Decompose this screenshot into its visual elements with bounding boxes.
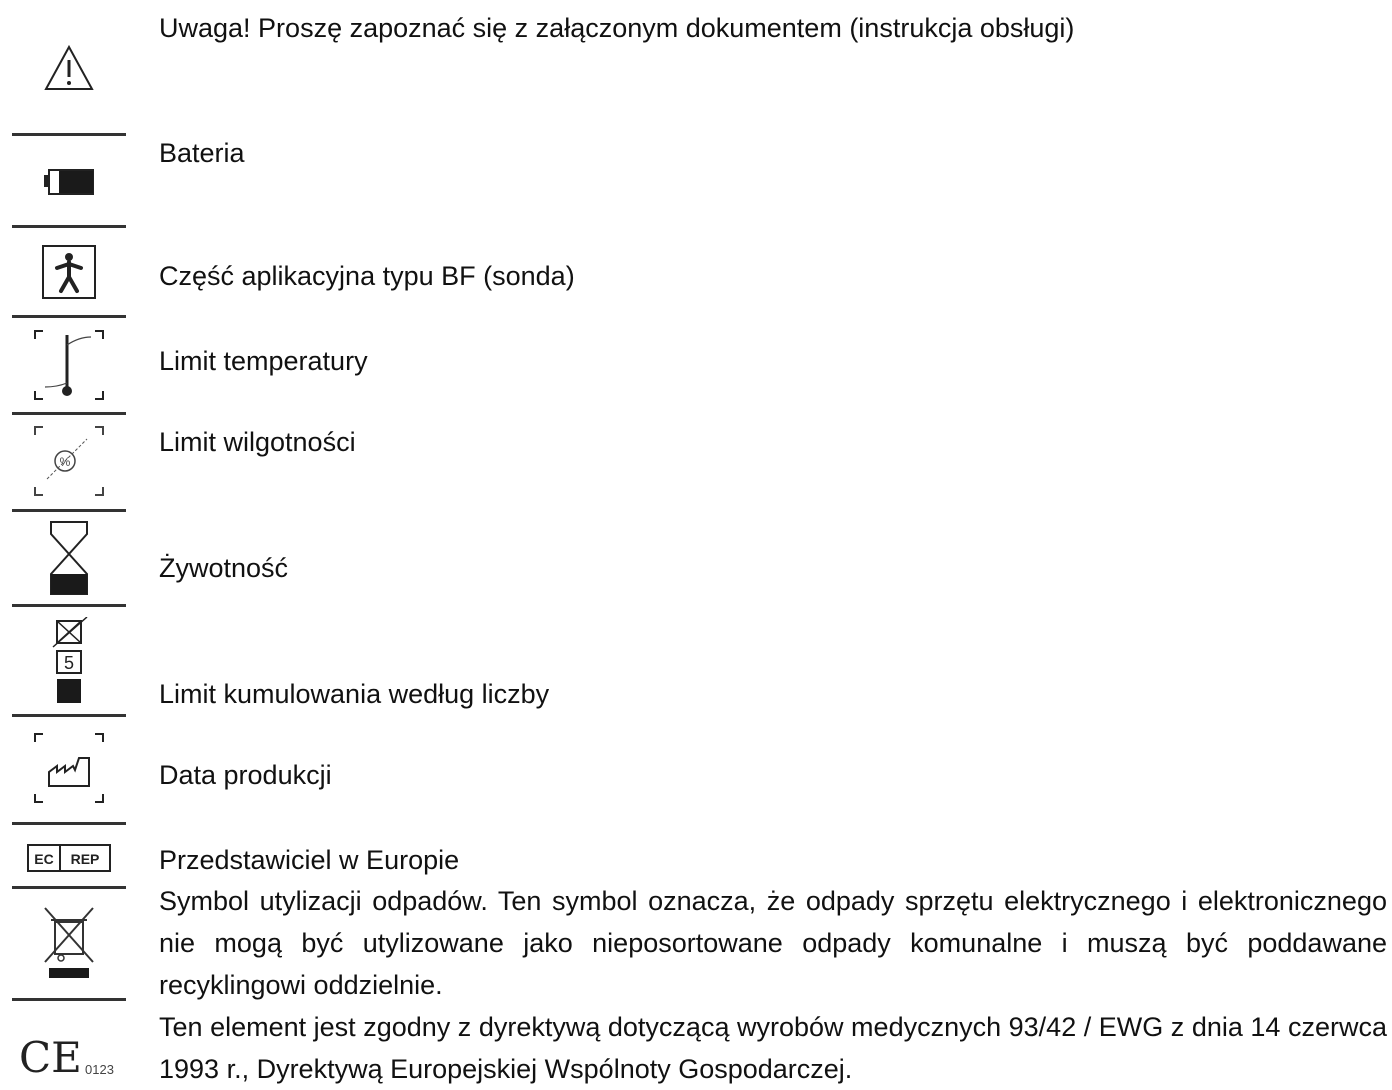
ec-label: EC xyxy=(34,851,54,867)
divider xyxy=(12,604,126,607)
symbol-description: Część aplikacyjna typu BF (sonda) xyxy=(159,261,575,291)
symbol-description: Limit wilgotności xyxy=(159,427,356,457)
symbol-description: Limit temperatury xyxy=(159,346,368,376)
type-bf-applied-part-icon xyxy=(12,240,126,304)
divider xyxy=(12,509,126,512)
divider xyxy=(12,822,126,825)
stack-count-label: 5 xyxy=(63,653,75,673)
divider xyxy=(12,412,126,415)
manufacture-date-icon xyxy=(12,726,126,810)
weee-bin-icon xyxy=(12,904,126,984)
symbol-description: Uwaga! Proszę zapoznać się z załączonym dokumentem (instrukcja obsługi) xyxy=(159,13,1075,43)
divider xyxy=(12,315,126,318)
ce-label: CE xyxy=(19,1033,82,1080)
symbol-description: Bateria xyxy=(159,138,245,168)
divider xyxy=(12,998,126,1001)
ec-rep-icon xyxy=(12,838,126,878)
warning-triangle-icon xyxy=(12,40,126,96)
symbol-description: Ten element jest zgodny z dyrektywą dotyczącą wyrobów medycznych 93/42 / EWG z dnia 14 czerwca 1993 r., Dyrektywą Europejskiej Wspólnoty Gospodarczej. xyxy=(159,1012,1387,1084)
rep-label: REP xyxy=(70,851,100,867)
symbol-description: Data produkcji xyxy=(159,760,332,790)
divider xyxy=(12,886,126,889)
temperature-limit-icon xyxy=(12,322,126,408)
symbol-description: Limit kumulowania według liczby xyxy=(159,679,550,709)
svg-text:%: % xyxy=(59,455,71,469)
symbol-description: Symbol utylizacji odpadów. Ten symbol oznacza, że odpady sprzętu elektrycznego i elektronicznego nie mogą być utylizowane jako nieposortowane odpady komunalne i muszą być poddawane recyklingowi oddzielnie. xyxy=(159,886,1387,1000)
hourglass-icon xyxy=(12,518,126,598)
ce-number: 0123 xyxy=(85,1062,114,1077)
humidity-limit-icon xyxy=(12,418,126,504)
divider xyxy=(12,225,126,228)
divider xyxy=(12,133,126,136)
symbol-description: Przedstawiciel w Europie xyxy=(159,845,460,875)
stacking-limit-icon xyxy=(12,616,126,708)
divider xyxy=(12,714,126,717)
ce-mark-icon xyxy=(12,1030,126,1082)
symbol-description: Żywotność xyxy=(159,553,289,583)
battery-icon xyxy=(12,162,126,202)
